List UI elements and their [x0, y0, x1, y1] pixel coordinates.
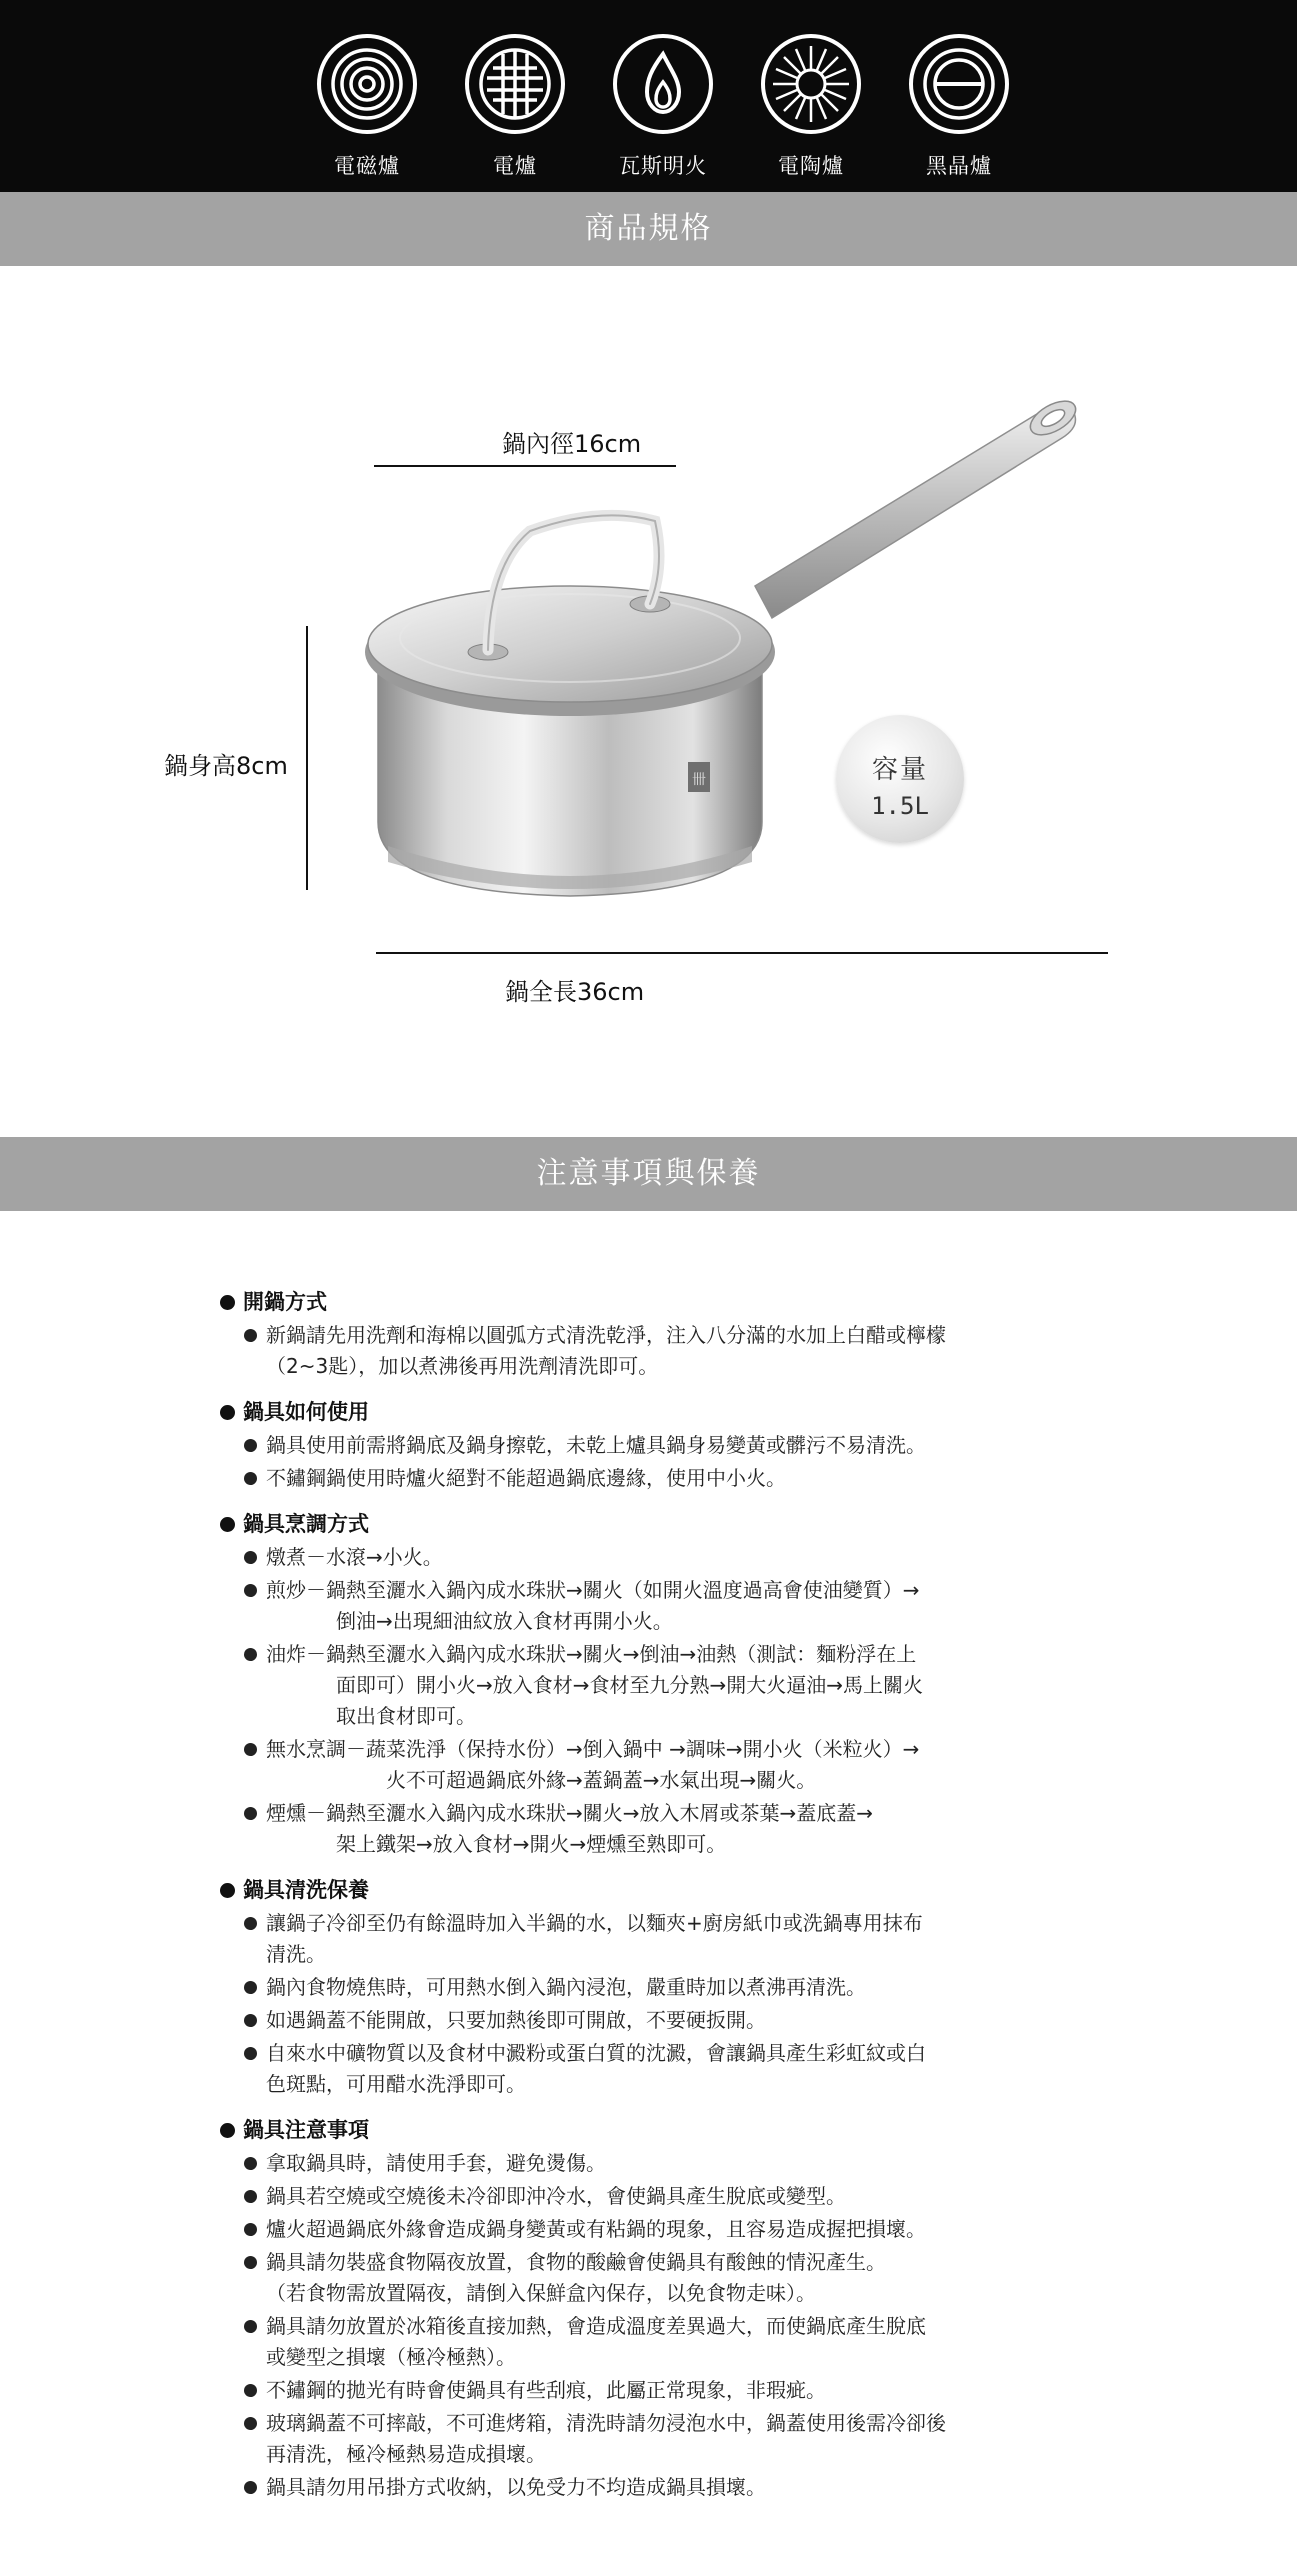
care-heading-usage: 鍋具如何使用	[220, 1396, 1080, 1428]
list-item: 無水烹調－蔬菜洗淨（保持水份）→倒入鍋中 →調味→開小火（米粒火）→ 火不可超過鍋底外緣→蓋鍋蓋→水氣出現→關火。	[244, 1734, 1080, 1796]
pan-lid	[365, 515, 775, 716]
bullet-icon	[220, 1295, 235, 1310]
saucepan-illustration	[0, 266, 1297, 1146]
list-item: 如遇鍋蓋不能開啟，只要加熱後即可開啟，不要硬扳開。	[244, 2005, 1080, 2036]
gas-flame-icon	[611, 32, 715, 136]
stove-compatibility-bar	[0, 0, 1297, 192]
care-list	[220, 1320, 1080, 1382]
stove-halogen	[904, 32, 1014, 180]
care-heading-cooking: 鍋具烹調方式	[220, 1508, 1080, 1540]
induction-coil-icon	[315, 32, 419, 136]
list-item: 鍋具若空燒或空燒後未冷卻即沖冷水，會使鍋具產生脫底或變型。	[244, 2181, 1080, 2212]
halogen-hob-icon	[907, 32, 1011, 136]
care-list	[220, 1542, 1080, 1860]
capacity-label: 容量	[871, 755, 928, 785]
stove-electric	[460, 32, 570, 180]
care-list	[220, 1908, 1080, 2100]
care-heading-cautions: 鍋具注意事項	[220, 2114, 1080, 2146]
stove-gas	[608, 32, 718, 180]
list-item: 油炸－鍋熱至灑水入鍋內成水珠狀→關火→倒油→油熱（測試：麵粉浮在上 面即可）開小火→放入食材→食材至九分熟→開大火逼油→馬上關火 取出食材即可。	[244, 1639, 1080, 1732]
list-item: 拿取鍋具時，請使用手套，避免燙傷。	[244, 2148, 1080, 2179]
diameter-dimension-line	[374, 465, 676, 467]
list-item: 鍋內食物燒焦時，可用熱水倒入鍋內浸泡，嚴重時加以煮沸再清洗。	[244, 1972, 1080, 2003]
inner-diameter-label: 鍋內徑16cm	[502, 430, 642, 458]
list-item: 爐火超過鍋底外緣會造成鍋身變黃或有粘鍋的現象，且容易造成握把損壞。	[244, 2214, 1080, 2245]
bullet-icon	[220, 1517, 235, 1532]
stove-ceramic	[756, 32, 866, 180]
height-dimension-line	[306, 626, 308, 890]
list-item: 鍋具請勿裝盛食物隔夜放置，食物的酸鹼會使鍋具有酸蝕的情況產生。 （若食物需放置隔夜，請倒入保鮮盒內保存，以免食物走味）。	[244, 2247, 1080, 2309]
care-heading-opening: 開鍋方式	[220, 1286, 1080, 1318]
capacity-badge	[836, 715, 964, 843]
care-list	[220, 1430, 1080, 1494]
specs-section-title: 商品規格	[0, 192, 1297, 266]
list-item: 煙燻－鍋熱至灑水入鍋內成水珠狀→關火→放入木屑或茶葉→蓋底蓋→ 架上鐵架→放入食材→開火→煙燻至熟即可。	[244, 1798, 1080, 1860]
list-item: 讓鍋子冷卻至仍有餘溫時加入半鍋的水，以麵夾+廚房紙巾或洗鍋專用抹布 清洗。	[244, 1908, 1080, 1970]
stove-label: 黑晶爐	[926, 154, 992, 178]
pan-handle	[755, 394, 1081, 618]
list-item: 玻璃鍋蓋不可摔敲，不可進烤箱，清洗時請勿浸泡水中，鍋蓋使用後需冷卻後 再清洗，極冷極熱易造成損壞。	[244, 2408, 1080, 2470]
list-item: 不鏽鋼鍋使用時爐火絕對不能超過鍋底邊緣，使用中小火。	[244, 1463, 1080, 1494]
stove-induction	[312, 32, 422, 180]
list-item: 鍋具請勿放置於冰箱後直接加熱，會造成溫度差異過大，而使鍋底產生脫底 或變型之損壞（極冷極熱）。	[244, 2311, 1080, 2373]
stove-label: 電磁爐	[334, 154, 400, 178]
bullet-icon	[220, 1883, 235, 1898]
total-length-label: 鍋全長36cm	[505, 978, 645, 1006]
stove-label: 電陶爐	[778, 154, 844, 178]
care-heading-cleaning: 鍋具清洗保養	[220, 1874, 1080, 1906]
care-section-title: 注意事項與保養	[0, 1137, 1297, 1211]
electric-burner-icon	[463, 32, 567, 136]
bullet-icon	[220, 2123, 235, 2138]
list-item: 鍋具請勿用吊掛方式收納，以免受力不均造成鍋具損壞。	[244, 2472, 1080, 2503]
list-item: 煎炒－鍋熱至灑水入鍋內成水珠狀→關火（如開火溫度過高會使油變質）→ 倒油→出現細油紋放入食材再開小火。	[244, 1575, 1080, 1637]
list-item: 燉煮－水滾→小火。	[244, 1542, 1080, 1573]
product-dimension-diagram	[0, 266, 1297, 1146]
body-height-label: 鍋身高8cm	[164, 752, 288, 780]
bullet-icon	[220, 1405, 235, 1420]
care-notes	[220, 1286, 1080, 2503]
capacity-value: 1.5L	[871, 792, 929, 820]
list-item: 不鏽鋼的拋光有時會使鍋具有些刮痕，此屬正常現象，非瑕疵。	[244, 2375, 1080, 2406]
list-item: 鍋具使用前需將鍋底及鍋身擦乾，未乾上爐具鍋身易變黃或髒污不易清洗。	[244, 1430, 1080, 1461]
stove-label: 電爐	[493, 154, 537, 178]
care-list	[220, 2148, 1080, 2503]
list-item: 自來水中礦物質以及食材中澱粉或蛋白質的沈澱，會讓鍋具產生彩虹紋或白 色斑點，可用醋水洗淨即可。	[244, 2038, 1080, 2100]
length-dimension-line	[376, 952, 1108, 954]
ceramic-radiant-icon	[759, 32, 863, 136]
list-item: 新鍋請先用洗劑和海棉以圓弧方式清洗乾淨，注入八分滿的水加上白醋或檸檬 （2~3匙），加以煮沸後再用洗劑清洗即可。	[244, 1320, 1080, 1382]
stove-label: 瓦斯明火	[619, 154, 707, 178]
brand-mark: 卌	[692, 772, 706, 788]
